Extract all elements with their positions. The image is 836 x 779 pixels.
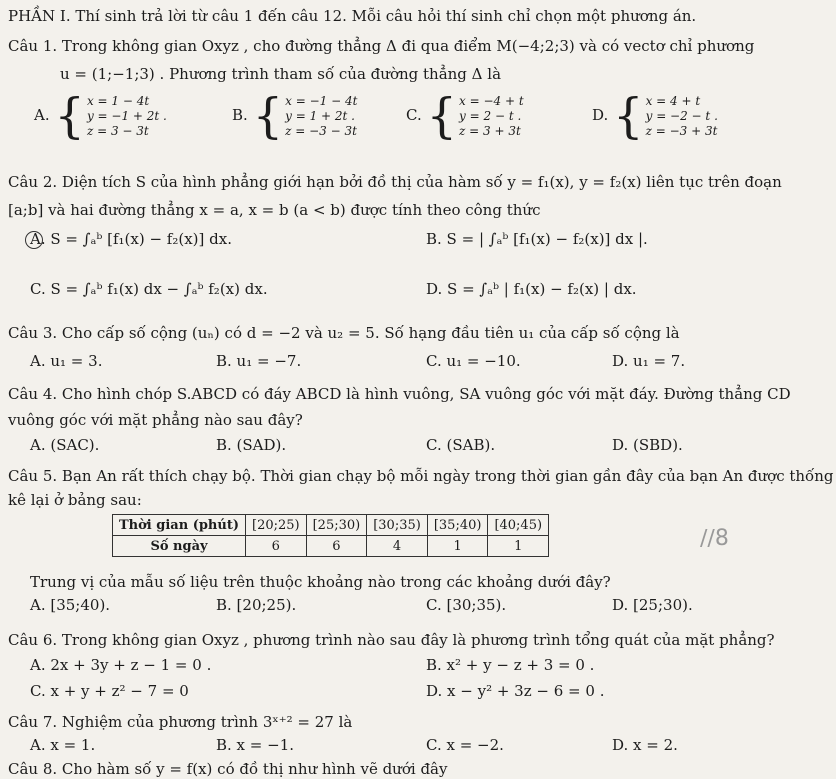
table-row	[113, 515, 549, 536]
table-cell: [25;30)	[306, 515, 367, 536]
table-cell: 1	[488, 536, 549, 557]
table-cell: [30;35)	[367, 515, 428, 536]
q2-option-c[interactable]: C. S = ∫ₐᵇ f₁(x) dx − ∫ₐᵇ f₂(x) dx.	[30, 280, 268, 298]
q7-stem: Câu 7. Nghiệm của phương trình 3ˣ⁺² = 27 là	[8, 713, 353, 731]
q2-option-a[interactable]: A. S = ∫ₐᵇ [f₁(x) − f₂(x)] dx.	[30, 230, 232, 248]
table-cell: 1	[427, 536, 488, 557]
q4-stem-2: vuông góc với mặt phẳng nào sau đây?	[8, 411, 303, 429]
q4-option-b[interactable]: B. (SAD).	[216, 436, 287, 454]
q8-stem: Câu 8. Cho hàm số y = f(x) có đồ thị như hình vẽ dưới đây	[8, 760, 448, 778]
q1-option-a[interactable]: A. { x = 1 − 4t y = −1 + 2t . z = 3 − 3t	[34, 88, 167, 144]
q1-stem: Câu 1. Trong không gian Oxyz , cho đường thẳng Δ đi qua điểm M(−4;2;3) và có vectơ chỉ phương	[8, 37, 755, 55]
q7-option-d[interactable]: D. x = 2.	[612, 736, 678, 754]
frequency-table	[112, 514, 549, 557]
q1-option-c[interactable]: C. { x = −4 + t y = 2 − t . z = 3 + 3t	[406, 88, 524, 144]
part-title: PHẦN I. Thí sinh trả lời từ câu 1 đến câu 12. Mỗi câu hỏi thí sinh chỉ chọn một phương án.	[8, 7, 697, 25]
table-cell: 4	[367, 536, 428, 557]
q7-option-a[interactable]: A. x = 1.	[30, 736, 96, 754]
q3-option-a[interactable]: A. u₁ = 3.	[30, 352, 103, 370]
q3-option-c[interactable]: C. u₁ = −10.	[426, 352, 521, 370]
q6-stem: Câu 6. Trong không gian Oxyz , phương trình nào sau đây là phương trình tổng quát của mặt phẳng?	[8, 631, 775, 649]
q7-option-c[interactable]: C. x = −2.	[426, 736, 504, 754]
q2-option-d[interactable]: D. S = ∫ₐᵇ | f₁(x) − f₂(x) | dx.	[426, 280, 637, 298]
q6-option-c[interactable]: C. x + y + z² − 7 = 0	[30, 682, 189, 700]
q6-option-a[interactable]: A. 2x + 3y + z − 1 = 0 .	[30, 656, 212, 674]
q2-option-b[interactable]: B. S = | ∫ₐᵇ [f₁(x) − f₂(x)] dx |.	[426, 230, 648, 248]
q5-stem: Câu 5. Bạn An rất thích chạy bộ. Thời gian chạy bộ mỗi ngày trong thời gian gần đây của bạn An được thống	[8, 467, 834, 485]
q6-option-b[interactable]: B. x² + y − z + 3 = 0 .	[426, 656, 595, 674]
table-cell: [20;25)	[246, 515, 307, 536]
q2-stem: Câu 2. Diện tích S của hình phẳng giới hạn bởi đồ thị của hàm số y = f₁(x), y = f₂(x) liên tục trên đoạn	[8, 173, 782, 191]
q4-option-c[interactable]: C. (SAB).	[426, 436, 496, 454]
table-header-cell: Số ngày	[113, 536, 246, 557]
q5-option-a[interactable]: A. [35;40).	[30, 596, 111, 614]
pencil-scribble: ∕∕8	[700, 526, 729, 551]
q4-stem: Câu 4. Cho hình chóp S.ABCD có đáy ABCD là hình vuông, SA vuông góc với mặt đáy. Đường thẳng CD	[8, 385, 791, 403]
q5-option-d[interactable]: D. [25;30).	[612, 596, 693, 614]
table-cell: [35;40)	[427, 515, 488, 536]
q3-option-b[interactable]: B. u₁ = −7.	[216, 352, 302, 370]
q7-option-b[interactable]: B. x = −1.	[216, 736, 295, 754]
table-cell: 6	[306, 536, 367, 557]
q1-option-d[interactable]: D. { x = 4 + t y = −2 − t . z = −3 + 3t	[592, 88, 718, 144]
table-cell: 6	[246, 536, 307, 557]
q1-option-b[interactable]: B. { x = −1 − 4t y = 1 + 2t . z = −3 − 3t	[232, 88, 358, 144]
q6-option-d[interactable]: D. x − y² + 3z − 6 = 0 .	[426, 682, 605, 700]
q4-option-d[interactable]: D. (SBD).	[612, 436, 683, 454]
q3-option-d[interactable]: D. u₁ = 7.	[612, 352, 686, 370]
table-row	[113, 536, 549, 557]
q1-stem-2: u = (1;−1;3) . Phương trình tham số của đường thẳng Δ là	[60, 65, 502, 83]
q5-option-c[interactable]: C. [30;35).	[426, 596, 507, 614]
q5-stem-3: Trung vị của mẫu số liệu trên thuộc khoảng nào trong các khoảng dưới đây?	[30, 573, 611, 591]
table-cell: [40;45)	[488, 515, 549, 536]
q2-stem-2: [a;b] và hai đường thẳng x = a, x = b (a < b) được tính theo công thức	[8, 201, 541, 219]
q4-option-a[interactable]: A. (SAC).	[30, 436, 100, 454]
table-header-cell: Thời gian (phút)	[113, 515, 246, 536]
q5-stem-2: kê lại ở bảng sau:	[8, 491, 142, 509]
q5-option-b[interactable]: B. [20;25).	[216, 596, 297, 614]
q3-stem: Câu 3. Cho cấp số cộng (uₙ) có d = −2 và u₂ = 5. Số hạng đầu tiên u₁ của cấp số cộng là	[8, 324, 680, 342]
